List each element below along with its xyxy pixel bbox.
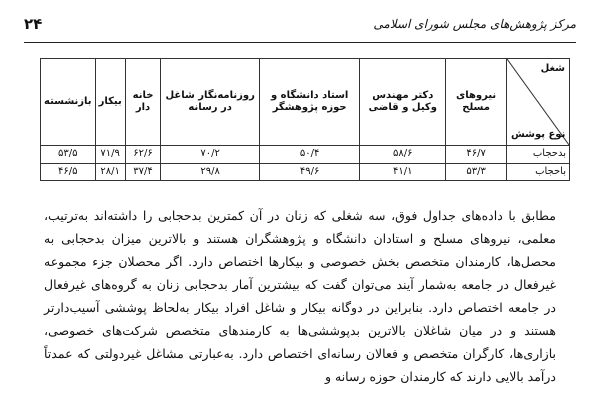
table-cell: ۵۳/۵ (41, 146, 96, 164)
body-paragraph: مطابق با داده‌های جداول فوق، سه شغلی که زنان در آن کمترین بدحجابی را داشته‌اند به‌ترتیب، معلمی، نیروهای مسلح و استادان دانشگاه و پژوهشگران هستند و بالاترین میزان بدحجابی به محصل‌ها، کارمندان متخصص بخش خصوصی و بیکارها اختصاص دارد. اگر محصلان جزء مجموعه غیرفعال در جامعه به‌شمار آیند می‌توان گفت که بیشترین آمار بدحجابی زنان به گروه‌های غیرفعال در جامعه اختصاص دارد. بنابراین در دوگانه بیکار و شاغل افراد بیکار به‌لحاظ پوششی آسیب‌دارتر هستند و در میان شاغلان بالاترین بدپوششی‌ها به کارمندهای متخصص شرکت‌های خصوصی، بازاری‌ها، کارگران متخصص و فعالان رسانه‌ای اختصاص دارد. به‌عبارتی مشاغل غیردولتی که عمدتاً درآمد بالایی دارند که کارمندان حوزه رسانه و (44, 208, 556, 384)
page-header (24, 8, 576, 40)
table-cell: ۷۱/۹ (95, 146, 125, 164)
table-cell: ۴۶/۷ (446, 146, 507, 164)
table-cell: ۴۱/۱ (360, 163, 446, 181)
occupation-hijab-table (40, 58, 570, 181)
corner-label-cover-type: نوع پوشش (511, 128, 566, 140)
column-header: نیروهای مسلح (446, 59, 507, 146)
table-header-row (41, 59, 570, 146)
table-row (41, 163, 570, 181)
table-cell: ۶۲/۶ (125, 146, 161, 164)
column-header: دکتر مهندس وکیل و قاضی (360, 59, 446, 146)
corner-label-occupation: شغل (540, 63, 565, 74)
column-header: استاد دانشگاه و حوزه پژوهشگر (259, 59, 359, 146)
row-label: باحجاب (507, 163, 570, 181)
data-table (40, 58, 570, 181)
table-cell: ۲۸/۱ (95, 163, 125, 181)
row-label: بدحجاب (507, 146, 570, 164)
column-header: بیکار (95, 59, 125, 146)
table-row (41, 146, 570, 164)
table-cell: ۴۹/۶ (259, 163, 359, 181)
column-header: خانه دار (125, 59, 161, 146)
table-cell: ۵۰/۴ (259, 146, 359, 164)
table-cell: ۵۳/۳ (446, 163, 507, 181)
column-header: روزنامه‌نگار شاغل در رسانه (161, 59, 260, 146)
table-corner-cell (507, 59, 570, 146)
page-number: ۲۴ (24, 15, 43, 33)
table-cell: ۴۶/۵ (41, 163, 96, 181)
table-cell: ۳۷/۴ (125, 163, 161, 181)
header-divider (24, 42, 576, 43)
table-cell: ۲۹/۸ (161, 163, 260, 181)
table-cell: ۷۰/۲ (161, 146, 260, 164)
column-header: بازنشسته (41, 59, 96, 146)
body-text (44, 204, 556, 388)
table-cell: ۵۸/۶ (360, 146, 446, 164)
header-title: مرکز پژوهش‌های مجلس شورای اسلامی (373, 17, 576, 31)
